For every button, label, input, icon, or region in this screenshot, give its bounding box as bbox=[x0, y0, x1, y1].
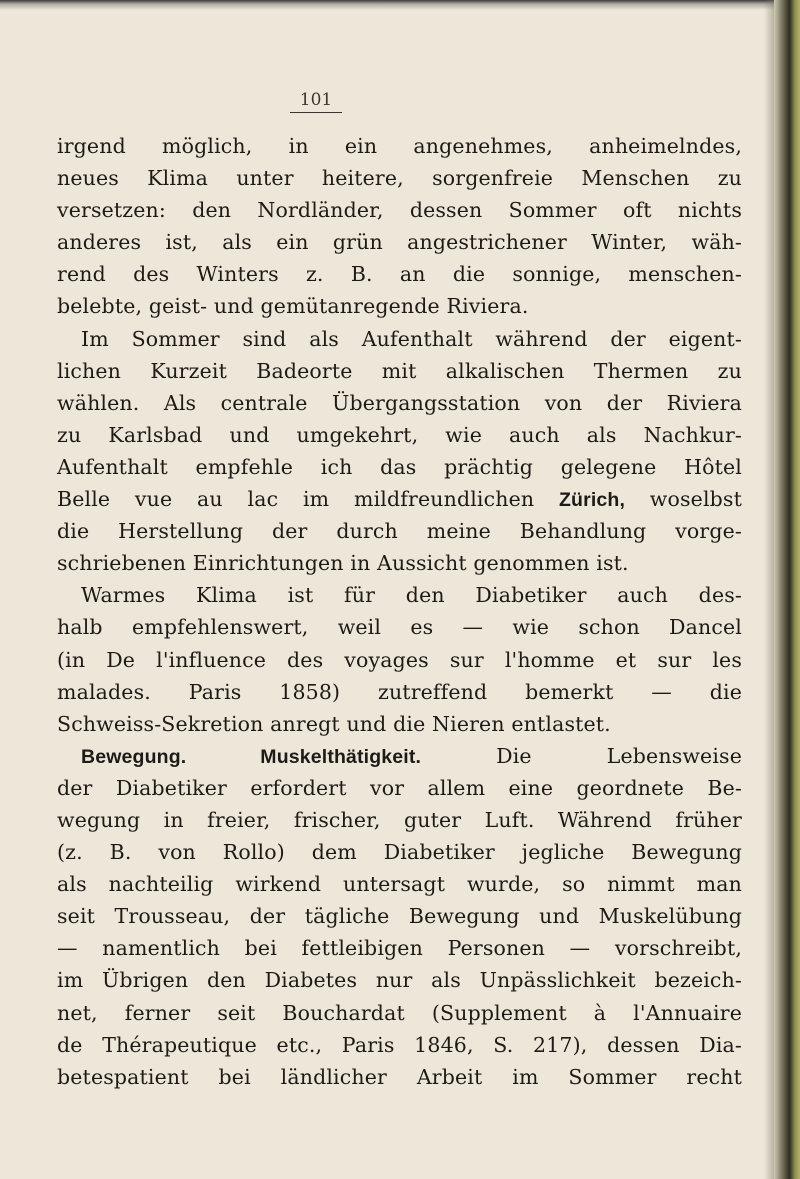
text-line: seit Trousseau, der tägliche Bewegung und Muskelübung bbox=[57, 904, 742, 929]
text-line: net, ferner seit Bouchardat (Supplement à l'Annuaire bbox=[57, 1000, 742, 1025]
text-line bbox=[57, 740, 742, 772]
text-line: Im Sommer sind als Aufenthalt während der eigent- bbox=[81, 326, 742, 351]
text-line: lichen Kurzeit Badeorte mit alkalischen Thermen zu bbox=[57, 358, 742, 383]
text-line: wählen. Als centrale Übergangsstation von der Riviera bbox=[57, 390, 742, 415]
section-heading: Bewegung. Muskelthätigkeit. bbox=[81, 745, 422, 768]
binding-shadow bbox=[764, 0, 774, 1179]
book-binding-edge bbox=[774, 0, 800, 1179]
text-line: (z. B. von Rollo) dem Diabetiker jegliche Bewegung bbox=[57, 840, 742, 865]
text-line: Schweiss-Sekretion anregt und die Nieren entlastet. bbox=[57, 711, 611, 736]
text-line: irgend möglich, in ein angenehmes, anheimelndes, bbox=[57, 134, 742, 158]
text-line: halb empfehlenswert, weil es — wie schon Dancel bbox=[57, 615, 742, 640]
text-line: Warmes Klima ist für den Diabetiker auch des- bbox=[81, 583, 742, 608]
city-name: Zürich, bbox=[559, 489, 626, 512]
text-line: schriebenen Einrichtungen in Aussicht genommen ist. bbox=[57, 551, 629, 576]
text-line: zu Karlsbad und umgekehrt, wie auch als Nachkur- bbox=[57, 422, 742, 447]
text-line: im Übrigen den Diabetes nur als Unpässlichkeit bezeich- bbox=[57, 968, 742, 993]
text-line: der Diabetiker erfordert vor allem eine geordnete Be- bbox=[57, 775, 742, 800]
text-line bbox=[57, 483, 742, 515]
page-top-shadow bbox=[0, 0, 800, 10]
text-span: Belle vue au lac im mildfreundlichen bbox=[57, 487, 559, 512]
text-line: anderes ist, als ein grün angestrichener Winter, wäh- bbox=[57, 230, 742, 255]
text-line: de Thérapeutique etc., Paris 1846, S. 217), dessen Dia- bbox=[57, 1032, 742, 1057]
page-body bbox=[57, 130, 742, 1093]
text-line: wegung in freier, frischer, guter Luft. Während früher bbox=[57, 807, 742, 832]
text-line: als nachteilig wirkend untersagt wurde, so nimmt man bbox=[57, 872, 742, 897]
page-number: 101 bbox=[290, 90, 342, 113]
text-line: Aufenthalt empfehle ich das prächtig gelegene Hôtel bbox=[57, 454, 742, 479]
text-span: Die Lebensweise bbox=[421, 743, 743, 768]
text-line: belebte, geist- und gemütanregende Riviera. bbox=[57, 294, 529, 319]
text-line: rend des Winters z. B. an die sonnige, menschen- bbox=[57, 262, 742, 287]
text-line: betespatient bei ländlicher Arbeit im Sommer recht bbox=[57, 1064, 742, 1089]
text-span: woselbst bbox=[625, 487, 742, 512]
text-line: die Herstellung der durch meine Behandlung vorge- bbox=[57, 519, 742, 544]
text-line: (in De l'influence des voyages sur l'homme et sur les bbox=[57, 647, 742, 672]
text-line: neues Klima unter heitere, sorgenfreie Menschen zu bbox=[57, 166, 742, 191]
text-line: malades. Paris 1858) zutreffend bemerkt — die bbox=[57, 679, 742, 704]
text-line: versetzen: den Nordländer, dessen Sommer oft nichts bbox=[57, 198, 742, 223]
text-line: — namentlich bei fettleibigen Personen — vorschreibt, bbox=[57, 936, 742, 961]
